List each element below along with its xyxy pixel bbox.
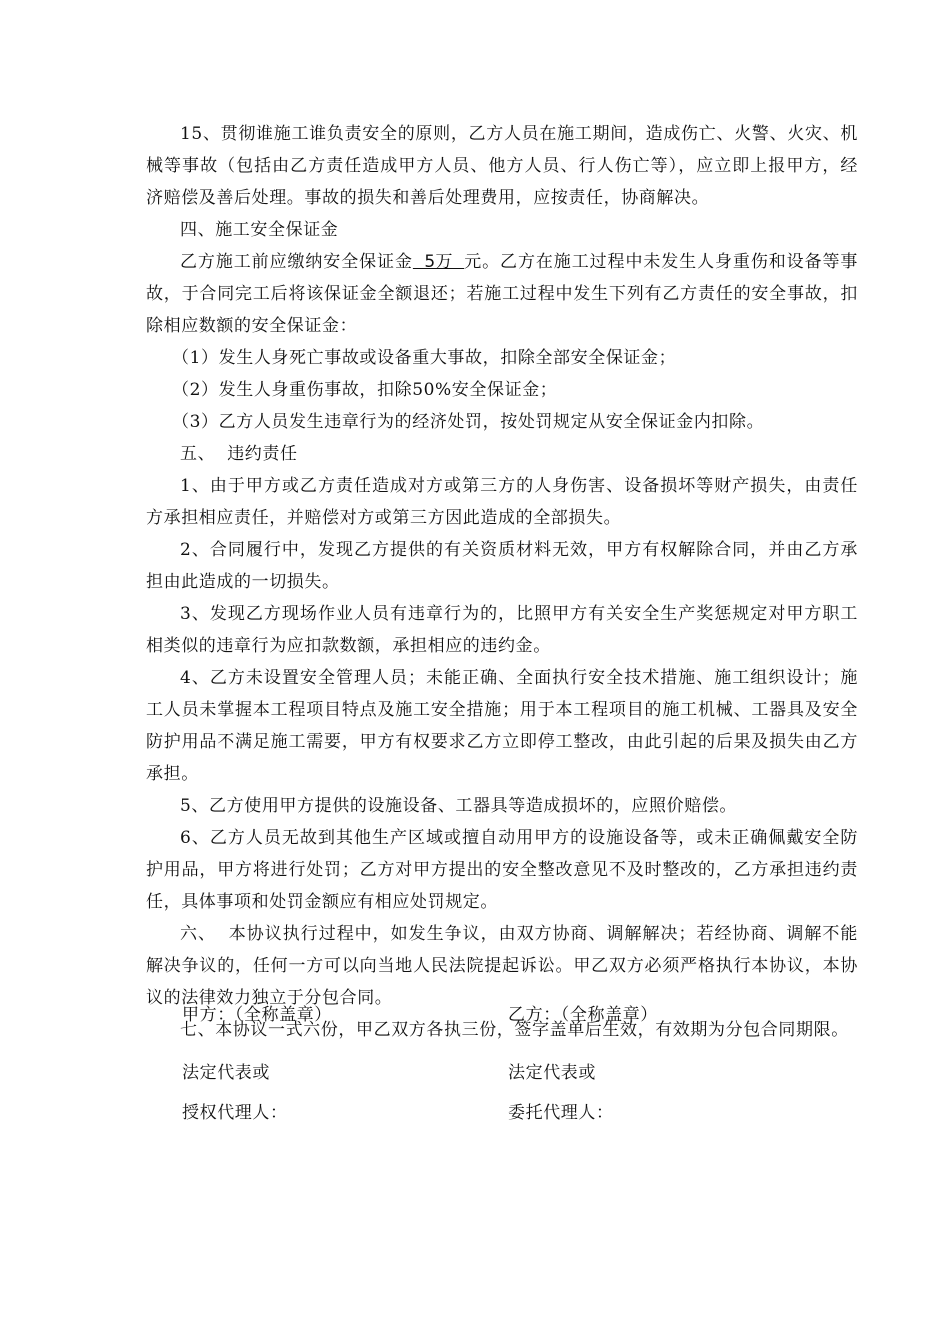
liability-clause-2: 2、合同履行中，发现乙方提供的有关资质材料无效，甲方有权解除合同，并由乙方承担由此造成的一切损失。 — [146, 540, 858, 592]
liability-clause-5: 5、乙方使用甲方提供的设施设备、工器具等造成损坏的，应照价赔偿。 — [180, 796, 738, 816]
party-b-representative: 法定代表或 — [508, 1063, 596, 1083]
party-b-agent: 委托代理人： — [508, 1103, 614, 1123]
section-4-intro — [146, 246, 858, 342]
deposit-text-after: 元。乙方在施工过程中未发生人身重伤和设备等事故，于合同完工后将该保证金全额退还；若施工过程中发生下列有乙方责任的安全事故，扣除相应数额的安全保证金： — [146, 252, 859, 336]
party-a-label: 甲方：（全称盖章） — [182, 1005, 332, 1025]
liability-clause-3: 3、发现乙方现场作业人员有违章行为的，比照甲方有关安全生产奖惩规定对甲方职工相类似的违章行为应扣款数额，承担相应的违约金。 — [146, 604, 858, 656]
deposit-text-before: 乙方施工前应缴纳安全保证金 — [180, 252, 413, 272]
party-a-representative: 法定代表或 — [182, 1063, 270, 1083]
liability-clause-6: 6、乙方人员无故到其他生产区域或擅自动用甲方的设施设备等，或未正确佩戴安全防护用品，甲方将进行处罚；乙方对甲方提出的安全整改意见不及时整改的，乙方承担违约责任，具体事项和处罚金额应有相应处罚规定。 — [146, 828, 858, 912]
deposit-amount: 5万 — [412, 252, 465, 272]
party-a-agent: 授权代理人： — [182, 1103, 288, 1123]
document-body — [146, 118, 858, 1046]
deduction-item-1: （1）发生人身死亡事故或设备重大事故，扣除全部安全保证金； — [172, 348, 677, 368]
liability-clause-1: 1、由于甲方或乙方责任造成对方或第三方的人身伤害、设备损坏等财产损失，由责任方承担相应责任，并赔偿对方或第三方因此造成的全部损失。 — [146, 476, 858, 528]
party-b-label: 乙方：（全称盖章） — [508, 1005, 658, 1025]
section-6: 六、 本协议执行过程中，如发生争议，由双方协商、调解解决；若经协商、调解不能解决争议的，任何一方可以向当地人民法院提起诉讼。甲乙双方必须严格执行本协议，本协议的法律效力独立于分包合同。 — [146, 924, 858, 1008]
section-7: 七、本协议一式六份，甲乙双方各执三份，签字盖单后生效，有效期为分包合同期限。 — [180, 1020, 849, 1040]
section-5-heading: 五、 违约责任 — [180, 444, 298, 464]
deduction-item-2: （2）发生人身重伤事故，扣除50%安全保证金； — [172, 380, 558, 400]
section-4-heading: 四、施工安全保证金 — [180, 220, 339, 240]
deduction-item-3: （3）乙方人员发生违章行为的经济处罚，按处罚规定从安全保证金内扣除。 — [172, 412, 765, 432]
clause-15: 15、贯彻谁施工谁负责安全的原则，乙方人员在施工期间，造成伤亡、火警、火灾、机械等事故（包括由乙方责任造成甲方人员、他方人员、行人伤亡等），应立即上报甲方，经济赔偿及善后处理。事故的损失和善后处理费用，应按责任，协商解决。 — [146, 124, 858, 208]
liability-clause-4: 4、乙方未设置安全管理人员；未能正确、全面执行安全技术措施、施工组织设计；施工人员未掌握本工程项目特点及施工安全措施；用于本工程项目的施工机械、工器具及安全防护用品不满足施工需要，甲方有权要求乙方立即停工整改，由此引起的后果及损失由乙方承担。 — [146, 668, 858, 784]
